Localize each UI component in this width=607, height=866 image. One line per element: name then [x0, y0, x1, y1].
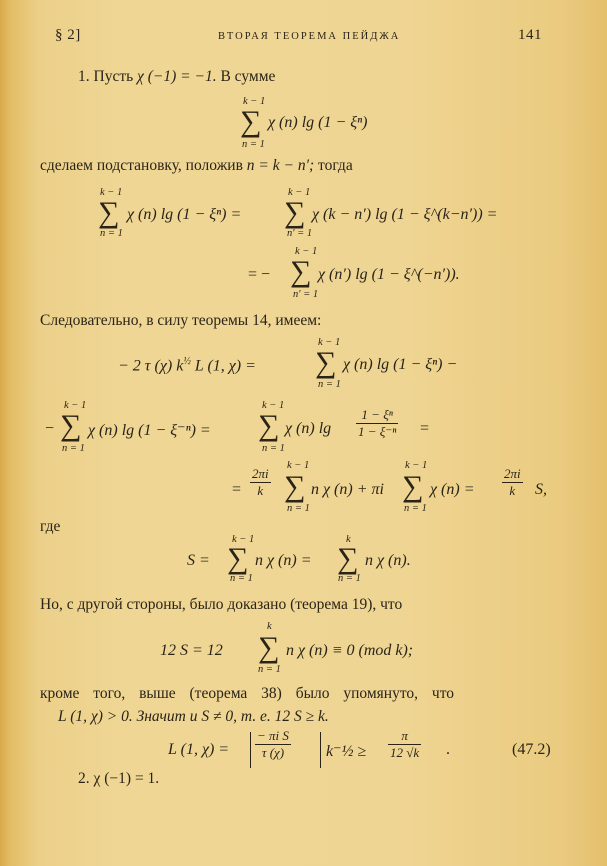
- paragraph-2-text: сделаем подстановку, положив: [40, 157, 243, 174]
- eq3-upper: k − 1: [295, 246, 318, 257]
- eq9-left: L (1, χ) =: [168, 741, 230, 758]
- eq6-frac2-num: 2πi: [504, 466, 521, 481]
- eq4-term: χ (n) lg (1 − ξⁿ) −: [343, 356, 458, 373]
- eq9-mid: k⁻½ ≥: [326, 743, 367, 760]
- eq9-frac-num: π: [388, 728, 421, 745]
- eq5-fraction: [354, 407, 400, 440]
- eq6-lead: =: [232, 481, 242, 498]
- eq8-term: n χ (n) ≡ 0 (mod k);: [286, 642, 414, 659]
- eq6-frac-2: [500, 466, 525, 499]
- eq9-abs-fraction: [253, 728, 293, 761]
- paragraph-2-tail: тогда: [318, 157, 353, 174]
- eq5-sum1-lower: n = 1: [62, 443, 85, 454]
- eq2-sum1-upper: k − 1: [100, 187, 123, 198]
- eq9-frac-den: 12 √k: [390, 745, 420, 760]
- sum1-term: χ (n) lg (1 − ξⁿ): [268, 114, 368, 131]
- eq2-sigma-1: ∑: [98, 196, 120, 229]
- eq7-sum1-lower: n = 1: [230, 573, 253, 584]
- eq2-sigma-2: ∑: [284, 196, 306, 229]
- eq2-right: χ (k − n′) lg (1 − ξ^(k−n′)) =: [312, 206, 498, 223]
- eq5-end: =: [420, 420, 430, 437]
- sum1-upper-limit: k − 1: [243, 96, 266, 107]
- eq5-sigma-1: ∑: [60, 409, 82, 442]
- paragraph-1: [78, 68, 275, 86]
- eq6-end: S,: [535, 481, 547, 498]
- running-title: ВТОРАЯ ТЕОРЕМА ПЕЙДЖА: [218, 31, 401, 42]
- paragraph-3: Следовательно, в силу теоремы 14, имеем:: [40, 312, 322, 329]
- eq8-sigma: ∑: [258, 631, 280, 664]
- eq7-sum1-upper: k − 1: [232, 534, 255, 545]
- eq4-upper: k − 1: [318, 337, 341, 348]
- sum1-lower-limit: n = 1: [242, 139, 265, 150]
- eq7-sum2-upper: k: [346, 534, 351, 545]
- eq4-sigma: ∑: [315, 346, 337, 379]
- eq5-term: χ (n) lg (1 − ξ⁻ⁿ) =: [88, 422, 211, 439]
- eq2-left: χ (n) lg (1 − ξⁿ) =: [127, 206, 242, 223]
- section-marker: § 2]: [55, 27, 81, 43]
- eq3-sigma: ∑: [290, 255, 312, 288]
- eq6-sigma-1: ∑: [284, 470, 306, 503]
- eq6-sum1-lower: n = 1: [287, 503, 310, 514]
- eq6-sum1-upper: k − 1: [287, 460, 310, 471]
- paragraph-2-formula: n = k − n′;: [246, 157, 315, 174]
- eq4-mid: L (1, χ) =: [194, 357, 256, 375]
- paragraph-5: кроме того, выше (теорема 38) было упомянуто, что: [40, 685, 455, 702]
- eq6-frac-1: [248, 466, 273, 499]
- page-number: 141: [518, 27, 542, 43]
- eq5-frac-num: 1 − ξⁿ: [356, 407, 398, 424]
- eq5-lead: −: [45, 420, 55, 437]
- eq7-sigma-2: ∑: [337, 542, 359, 575]
- eq8-upper: k: [267, 621, 272, 632]
- eq9-abs-left-bar: [250, 732, 251, 768]
- eq6-term2: χ (n) =: [430, 481, 475, 498]
- equation-number: (47.2): [512, 741, 551, 758]
- eq7-term: n χ (n) =: [255, 552, 312, 569]
- eq3-lower: n′ = 1: [293, 289, 319, 300]
- paragraph-1-formula: χ (−1) = −1.: [137, 68, 217, 85]
- eq3-lead: = −: [248, 266, 271, 283]
- eq4-exponent: ½: [183, 356, 191, 367]
- sum1-sigma: ∑: [240, 105, 262, 138]
- eq8-left: 12 S = 12: [160, 642, 223, 659]
- eq5-sum2-lower: n = 1: [262, 443, 285, 454]
- eq9-fraction: [386, 728, 423, 761]
- eq9-abs-den: τ (χ): [261, 745, 285, 760]
- eq7-sum2-lower: n = 1: [338, 573, 361, 584]
- eq6-sum2-upper: k − 1: [405, 460, 428, 471]
- eq2-sum2-lower: n′ = 1: [287, 228, 313, 239]
- eq5-sigma-2: ∑: [258, 409, 280, 442]
- eq4-lower: n = 1: [318, 379, 341, 390]
- eq6-sum2-lower: n = 1: [404, 503, 427, 514]
- paragraph-4: Но, с другой стороны, было доказано (теорема 19), что: [40, 596, 403, 613]
- eq8-lower: n = 1: [258, 664, 281, 675]
- eq2-sum2-upper: k − 1: [288, 187, 311, 198]
- eq5-sum1-upper: k − 1: [64, 400, 87, 411]
- eq5-sum2-upper: k − 1: [262, 400, 285, 411]
- eq6-term: n χ (n) + πi: [311, 481, 384, 498]
- eq2-sum1-lower: n = 1: [100, 228, 123, 239]
- eq6-frac-den: k: [257, 483, 264, 498]
- eq7-sigma-1: ∑: [227, 542, 249, 575]
- eq7-left: S =: [187, 552, 210, 569]
- eq6-sigma-2: ∑: [402, 470, 424, 503]
- gde-word: где: [40, 518, 61, 535]
- paragraph-1-tail: В сумме: [220, 68, 276, 85]
- paragraph-7: 2. χ (−1) = 1.: [78, 770, 160, 787]
- eq7-term2: n χ (n).: [365, 552, 411, 569]
- eq5-frac-den: 1 − ξ⁻ⁿ: [358, 424, 397, 439]
- eq4-left: [118, 356, 256, 375]
- eq6-frac2-den: k: [509, 483, 516, 498]
- eq4-left-term: − 2 τ (χ) k: [118, 357, 184, 375]
- eq9-abs-right-bar: [320, 732, 321, 768]
- eq5-term2: χ (n) lg: [285, 420, 332, 437]
- eq6-frac-num: 2πi: [252, 466, 269, 481]
- eq9-abs-num: − πi S: [257, 728, 289, 743]
- eq3-term: χ (n′) lg (1 − ξ^(−n′)).: [318, 266, 460, 283]
- paragraph-1-text: 1. Пусть: [78, 68, 134, 85]
- paragraph-2: [40, 157, 353, 175]
- eq9-dot: .: [446, 741, 450, 758]
- paragraph-6: L (1, χ) > 0. Значит и S ≠ 0, т. е. 12 S ≥ k.: [58, 708, 329, 725]
